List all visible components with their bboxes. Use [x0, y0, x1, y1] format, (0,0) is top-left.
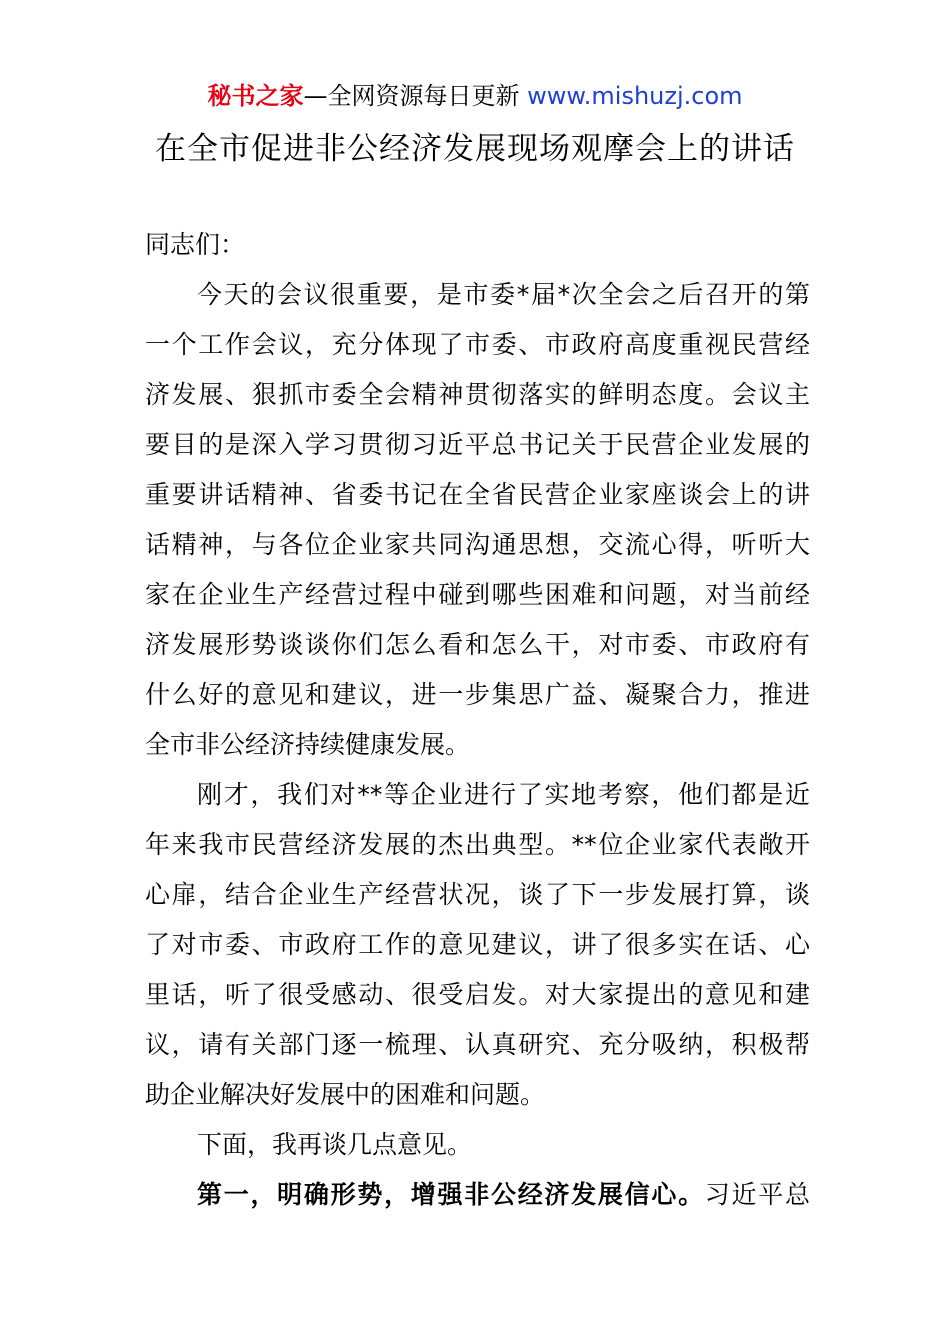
paragraph-line: 里话，听了很受感动、很受启发。对大家提出的意见和建 — [145, 980, 810, 1009]
paragraph-line: 话精神，与各位企业家共同沟通思想，交流心得，听听大 — [145, 530, 810, 559]
document-title: 在全市促进非公经济发展现场观摩会上的讲话 — [155, 131, 795, 167]
paragraph-line: 重要讲话精神、省委书记在全省民营企业家座谈会上的讲 — [145, 480, 810, 509]
brand-name: 秘书之家 — [207, 82, 304, 110]
paragraph-line: 了对市委、市政府工作的意见建议，讲了很多实在话、心 — [145, 930, 810, 959]
paragraph-1 — [145, 270, 810, 770]
paragraph-line: 家在企业生产经营过程中碰到哪些困难和问题，对当前经 — [145, 580, 810, 609]
paragraph-line: 什么好的意见和建议，进一步集思广益、凝聚合力，推进 — [145, 680, 810, 709]
paragraph-line: 全市非公经济持续健康发展。 — [145, 730, 471, 759]
paragraph-line: 济发展、狠抓市委全会精神贯彻落实的鲜明态度。会议主 — [145, 380, 810, 409]
paragraph-2 — [145, 770, 810, 1120]
section-heading: 第一，明确形势，增强非公经济发展信心。 — [197, 1180, 705, 1209]
paragraph-line: 一个工作会议，充分体现了市委、市政府高度重视民营经 — [145, 330, 810, 359]
paragraph-line: 助企业解决好发展中的困难和问题。 — [145, 1080, 546, 1109]
site-url-link[interactable]: www.mishuzj.com — [527, 82, 743, 110]
salutation: 同志们： — [145, 230, 246, 259]
paragraph-line: 年来我市民营经济发展的杰出典型。**位企业家代表敞开 — [145, 830, 810, 859]
paragraph-line: 心扉，结合企业生产经营状况，谈了下一步发展打算，谈 — [145, 880, 810, 909]
paragraph-3: 下面，我再谈几点意见。 — [197, 1130, 473, 1159]
paragraph-line: 要目的是深入学习贯彻习近平总书记关于民营企业发展的 — [145, 430, 810, 459]
paragraph-line: 议，请有关部门逐一梳理、认真研究、充分吸纳，积极帮 — [145, 1030, 810, 1059]
paragraph-line: 济发展形势谈谈你们怎么看和怎么干，对市委、市政府有 — [145, 630, 810, 659]
paragraph-line: 刚才，我们对**等企业进行了实地考察，他们都是近 — [197, 780, 810, 809]
header-tagline: —全网资源每日更新 — [303, 82, 520, 110]
document-body — [145, 220, 810, 1220]
paragraph-line: 习近平总 — [704, 1180, 810, 1209]
paragraph-line: 今天的会议很重要，是市委*届*次全会之后召开的第 — [197, 280, 810, 309]
paragraph-4 — [145, 1170, 810, 1220]
site-header — [0, 80, 950, 112]
